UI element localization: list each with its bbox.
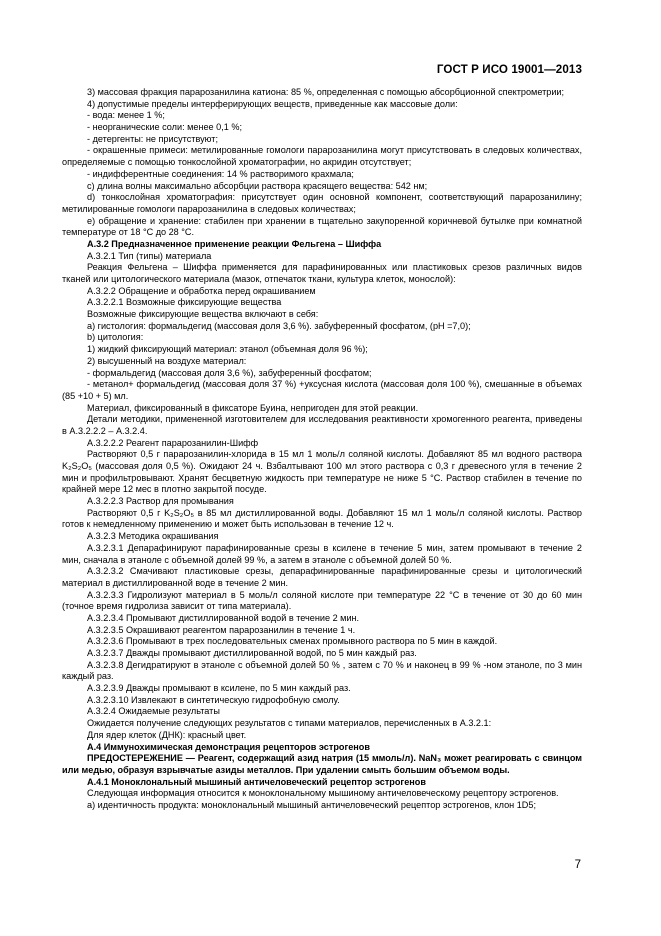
- paragraph: А.3.2.2.2 Реагент парарозанилин-Шифф: [87, 437, 259, 448]
- paragraph: Ожидается получение следующих результатов с типами материалов, перечисленных в А.3.2.1:: [87, 718, 492, 729]
- paragraph: 3) массовая фракция парарозанилина катиона: 85 %, определенная с помощью абсорбционной спектрометрии;: [87, 87, 565, 97]
- paragraph: А.3.2.3.8 Дегидратируют в этаноле с объемной долей 50 % , затем с 70 % и наконец в 99 % -ном этаноле, по 3 мин каждый раз.: [62, 659, 582, 682]
- paragraph: 4) допустимые пределы интерферирующих веществ, приведенные как массовые доли:: [87, 98, 458, 109]
- paragraph: - окрашенные примеси: метилированные гомологи парарозанилина могут присутствовать в следовых количествах, определяемые с помощью тонкослойной хроматографии, но акридин отсутствует;: [62, 145, 582, 168]
- paragraph: е) обращение и хранение: стабилен при хранении в тщательно закупоренной коричневой бутылке при комнатной температуре от 18 °С до 28 °С.: [62, 215, 582, 238]
- paragraph: - метанол+ формальдегид (массовая доля 37 %) +уксусная кислота (массовая доля 100 %), смешанные в объемах (85 +10 + 5) мл.: [62, 379, 582, 401]
- paragraph: А.3.2.3.1 Депарафинируют парафинированные срезы в ксилене в течение 5 мин, затем промывают в течение 2 мин, сначала в этаноле с объемной долей 99 %, а затем в этаноле с объемной долей 50 %.: [62, 542, 582, 565]
- paragraph: Детали методики, примененной изготовителем для исследования реактивности хромогенного реагента, приведены в А.3.2.2.2 – А.3.2.4.: [62, 414, 582, 436]
- paragraph: а) идентичность продукта: моноклональный мышиный античеловеческий рецептор эстрогенов, клон 1D5;: [87, 799, 536, 810]
- paragraph: с) длина волны максимально абсорбции раствора красящего вещества: 542 нм;: [87, 180, 428, 191]
- paragraph: А.3.2.3.10 Извлекают в синтетическую гидрофобную смолу.: [87, 694, 340, 705]
- section-heading: А.3.2 Предназначенное применение реакции Фельгена – Шиффа: [87, 238, 382, 249]
- paragraph: - неорганические соли: менее 0,1 %;: [87, 122, 242, 133]
- paragraph: А.3.2.3 Методика окрашивания: [87, 531, 219, 542]
- paragraph: А.3.2.2.3 Раствор для промывания: [87, 496, 234, 507]
- section-heading: ПРЕДОСТЕРЕЖЕНИЕ — Реагент, содержащий азид натрия (15 ммоль/л). NaN₃ может реагировать с свинцом или медью, образуя взрывчатые азиды металлов. При удалении смыть большим объемом воды.: [62, 753, 582, 775]
- standard-header: ГОСТ Р ИСО 19001—2013: [436, 63, 582, 76]
- paragraph: b) цитология:: [87, 332, 144, 343]
- paragraph: d) тонкослойная хроматография: присутствует один основной компонент, соответствующий парарозанилину; метилированные гомологи парарозанилина в следовых количествах;: [62, 192, 582, 214]
- paragraph: - вода: менее 1 %;: [87, 110, 165, 121]
- paragraph: Растворяют 0,5 г парарозанилин-хлорида в 15 мл 1 моль/л соляной кислоты. Добавляют 85 мл водного раствора K₂S₂O₅ (массовая доля 0,5 %). Ожидают 24 ч. Взбалтывают 100 мл этого раствора с 0,3 г древесного угля в течение 2 мин и профильтровывают. Хранят бесцветную жидкость при температуре не ниже 5 °С. Раствор стабилен в течение по крайней мере 12 мес в плотно закрытой посуде.: [62, 449, 582, 495]
- paragraph: 2) высушенный на воздухе материал:: [87, 355, 247, 366]
- paragraph: А.3.2.3.5 Окрашивают реагентом парарозанилин в течение 1 ч.: [87, 624, 356, 635]
- paragraph: - детергенты: не присутствуют;: [87, 133, 218, 144]
- paragraph: А.3.2.4 Ожидаемые результаты: [87, 706, 220, 717]
- paragraph: А.3.2.3.2 Смачивают пластиковые срезы, депарафинированные парафинированные срезы и цитологический материал в дистиллированной воде в течение 2 мин.: [62, 566, 582, 588]
- paragraph: А.3.2.3.3 Гидролизуют материал в 5 моль/л соляной кислоте при температуре 22 °С в течение от 30 до 60 мин (точное время гидролиза зависит от типа материала).: [62, 589, 582, 612]
- paragraph: А.3.2.2 Обращение и обработка перед окрашиванием: [87, 285, 316, 296]
- paragraph: Следующая информация относится к моноклональному мышиному античеловеческому рецептору эстрогенов.: [87, 788, 559, 799]
- paragraph: А.3.2.1 Тип (типы) материала: [87, 250, 212, 261]
- paragraph: Возможные фиксирующие вещества включают в себя:: [87, 309, 319, 320]
- paragraph: a) гистология: формальдегид (массовая доля 3,6 %). забуференный фосфатом, (pH =7,0);: [87, 320, 471, 331]
- paragraph: А.3.2.3.6 Промывают в трех последовательных сменах промывного раствора по 5 мин в каждой.: [87, 636, 498, 647]
- paragraph: Материал, фиксированный в фиксаторе Буина, непригоден для этой реакции.: [87, 402, 419, 413]
- paragraph: А.3.2.3.7 Дважды промывают дистиллированной водой, по 5 мин каждый раз.: [87, 648, 417, 658]
- section-heading: А.4 Иммунохимическая демонстрация рецепторов эстрогенов: [87, 741, 370, 752]
- page-body: [62, 87, 582, 812]
- paragraph: А.3.2.3.4 Промывают дистиллированной водой в течение 2 мин.: [87, 612, 360, 623]
- paragraph: А.3.2.3.9 Дважды промывают в ксилене, по 5 мин каждый раз.: [87, 683, 351, 694]
- section-heading: А.4.1 Моноклональный мышиный античеловеческий рецептор эстрогенов: [87, 776, 426, 787]
- paragraph: А.3.2.2.1 Возможные фиксирующие вещества: [87, 297, 282, 308]
- paragraph: Растворяют 0,5 г K₂S₂O₅ в 85 мл дистиллированной воды. Добавляют 15 мл 1 моль/л соляной кислоты. Раствор готов к немедленному применению и может быть использован в течение 12 ч.: [62, 507, 582, 530]
- page-number: 7: [574, 859, 581, 871]
- paragraph: Для ядер клеток (ДНК): красный цвет.: [87, 729, 247, 740]
- paragraph: Реакция Фельгена – Шиффа применяется для парафинированных или пластиковых срезов различных видов тканей или цитологического материала (мазок, отпечаток ткани, культура клеток, монослой):: [62, 262, 582, 284]
- paragraph: - формальдегид (массовая доля 3,6 %), забуференный фосфатом;: [87, 367, 372, 378]
- paragraph: 1) жидкий фиксирующий материал: этанол (объемная доля 96 %);: [87, 344, 368, 355]
- paragraph: - индифферентные соединения: 14 % растворимого крахмала;: [87, 168, 354, 179]
